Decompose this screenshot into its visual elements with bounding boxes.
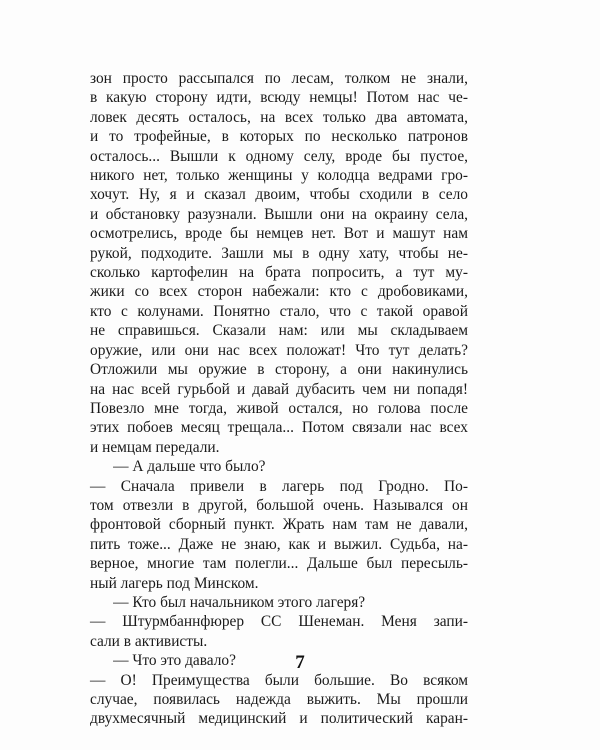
text-line: в какую сторону идти, всюду немцы! Потом нас че-: [90, 89, 468, 107]
text-line: — Штурмбаннфюрер СС Шенеман. Меня запи-: [90, 613, 468, 631]
text-line: — Сначала привели в лагерь под Гродно. По-: [90, 477, 468, 495]
text-line: верное, многие там полегли... Дальше был пересыль-: [90, 555, 468, 573]
text-line: — Кто был начальником этого лагеря?: [90, 593, 366, 611]
text-line: и немцам передали.: [90, 438, 220, 456]
text-line: пить тоже... Даже не знаю, как и выжил. Судьба, на-: [90, 535, 468, 553]
text-line: Отложили мы оружие в сторону, а они накинулись: [90, 361, 468, 379]
text-line: зон просто рассыпался по лесам, толком не знали,: [90, 70, 468, 87]
text-line: случае, появилась надежда выжить. Мы прошли: [90, 691, 468, 708]
text-line: никого нет, только женщины у колодца ведрами гро-: [90, 167, 468, 185]
text-line: том отвезли в другой, большой очень. Назывался он: [90, 496, 468, 514]
text-line: осмотрелись, вроде бы немцев нет. Вот и машут нам: [90, 225, 468, 243]
text-line: хочут. Ну, я и сказал двоим, чтобы сходили в село: [90, 186, 468, 204]
text-line: ный лагерь под Минском.: [90, 574, 259, 592]
page-number: 7: [295, 652, 305, 673]
text-line: — О! Преимущества были большие. Во всяком: [90, 671, 468, 689]
text-line: на нас всей гурьбой и давай дубасить чем ни попадя!: [90, 380, 468, 398]
text-line: сали в активисты.: [90, 632, 208, 650]
text-line: и обстановку разузнали. Вышли они на окраину села,: [90, 205, 468, 223]
text-line: Повезло мне тогда, живой остался, но голова после: [90, 399, 468, 417]
text-line: ловек десять осталось, на всех только два автомата,: [90, 108, 468, 126]
text-line: фронтовой сборный пункт. Жрать нам там не давали,: [90, 516, 468, 534]
text-line: кто с колунами. Понятно стало, что с такой оравой: [90, 302, 468, 320]
text-line: оружие, или они нас всех положат! Что тут делать?: [90, 341, 468, 359]
text-line: и то трофейные, в которых по несколько патронов: [90, 128, 468, 146]
text-line: осталось... Вышли к одному селу, вроде бы пустое,: [90, 147, 468, 165]
text-line: этих побоев месяц трещала... Потом связали нас всех: [90, 419, 468, 437]
text-line: сколько картофелин на брата попросить, а тут му-: [90, 264, 468, 282]
body-text: [90, 69, 468, 729]
text-line: — А дальше что было?: [90, 458, 266, 476]
text-line: двухмесячный медицинский и политический каран-: [90, 710, 468, 728]
text-line: не справишься. Сказали нам: или мы складываем: [90, 322, 468, 340]
text-line: жики со всех сторон набежали: кто с дробовиками,: [90, 283, 468, 301]
text-line: — Что это давало?: [90, 652, 236, 670]
text-line: рукой, подходите. Зашли мы в одну хату, чтобы не-: [90, 244, 468, 262]
